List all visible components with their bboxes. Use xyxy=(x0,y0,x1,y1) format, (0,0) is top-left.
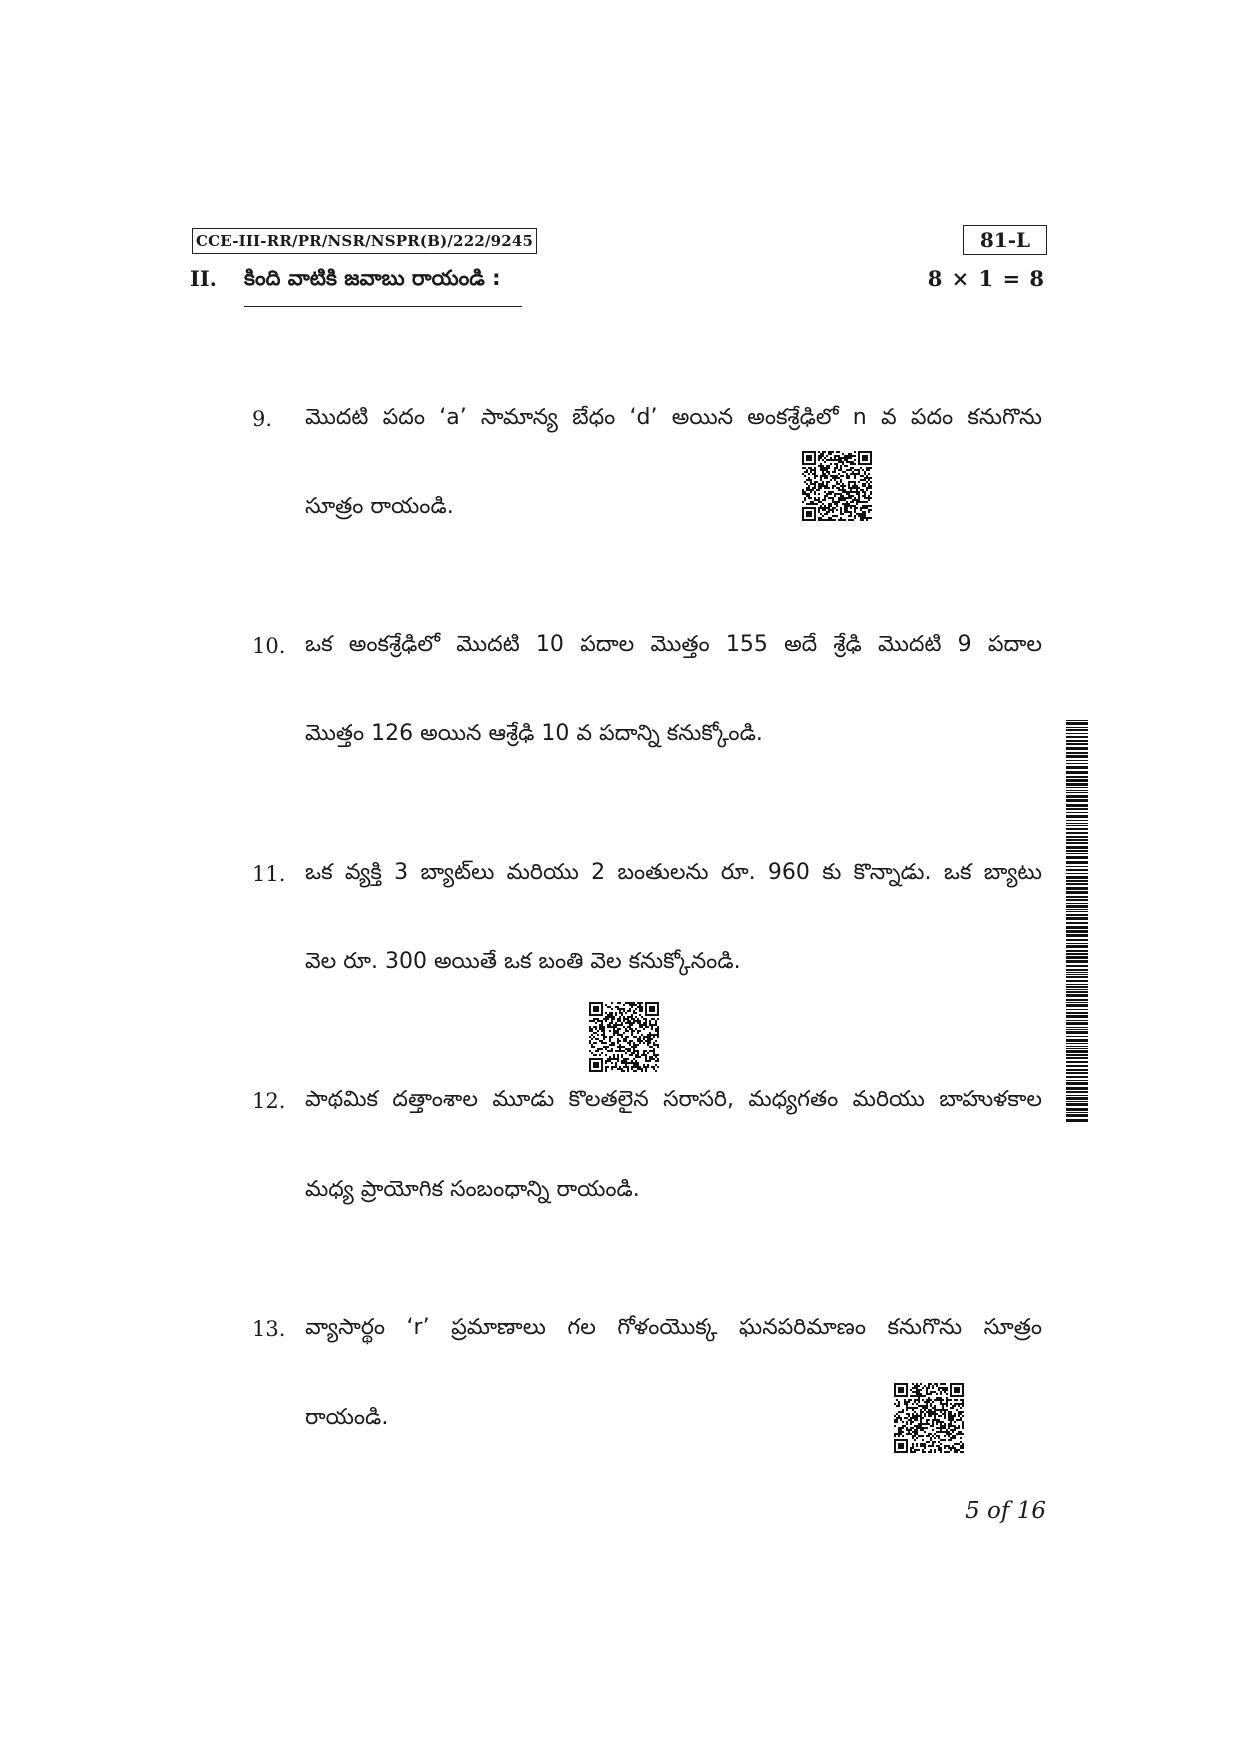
question-number: 12. xyxy=(252,1089,286,1113)
section-marks: 8 × 1 = 8 xyxy=(927,266,1045,291)
qr-code-icon xyxy=(802,451,872,521)
barcode-icon xyxy=(1066,720,1088,1122)
question-12-line-1: పాథమిక దత్తాంశాల మూడు కొలతలైన సరాసరి, మధ్యగతం మరియు బాహుళకాల xyxy=(305,1087,1042,1112)
question-10-line-1: ఒక అంకశ్రేఢిలో మొదటి 10 పదాల మొత్తం 155 అదే శ్రేఢి మొదటి 9 పదాల xyxy=(305,632,1042,657)
question-10-line-2: మొత్తం 126 అయిన ఆశ్రేఢి 10 వ పదాన్ని కనుక్కోండి. xyxy=(305,721,763,746)
section-number: II. xyxy=(190,266,217,291)
question-number: 9. xyxy=(252,407,273,431)
question-number: 10. xyxy=(252,634,286,658)
question-13-line-1: వ్యాసార్థం ‘r’ ప్రమాణాలు గల గోళంయొక్క ఘనపరిమాణం కనుగొను సూత్రం xyxy=(305,1315,1042,1340)
question-11-line-2: వెల రూ. 300 అయితే ఒక బంతి వెల కనుక్కోనండి. xyxy=(305,949,741,974)
question-number: 13. xyxy=(252,1317,286,1341)
question-9-line-2: సూత్రం రాయండి. xyxy=(305,494,454,519)
question-13-line-2: రాయండి. xyxy=(305,1405,389,1430)
section-title: కింది వాటికి జవాబు రాయండి : xyxy=(244,266,522,307)
question-12-line-2: మధ్య ప్రాయోగిక సంబంధాన్ని రాయండి. xyxy=(305,1177,640,1202)
question-9-line-1: మొదటి పదం ‘a’ సామాన్య బేధం ‘d’ అయిన అంకశ్రేఢిలో n వ పదం కనుగొను xyxy=(305,405,1042,430)
paper-code-badge: 81-L xyxy=(963,225,1047,255)
qr-code-icon xyxy=(894,1383,964,1453)
qr-code-icon xyxy=(589,1002,659,1072)
page-number: 5 of 16 xyxy=(965,1498,1046,1524)
question-11-line-1: ఒక వ్యక్తి 3 బ్యాట్‌లు మరియు 2 బంతులను రూ. 960 కు కొన్నాడు. ఒక బ్యాటు xyxy=(305,860,1042,885)
question-number: 11. xyxy=(252,862,286,886)
question-paper-code: CCE-III-RR/PR/NSR/NSPR(B)/222/9245 xyxy=(192,228,537,254)
